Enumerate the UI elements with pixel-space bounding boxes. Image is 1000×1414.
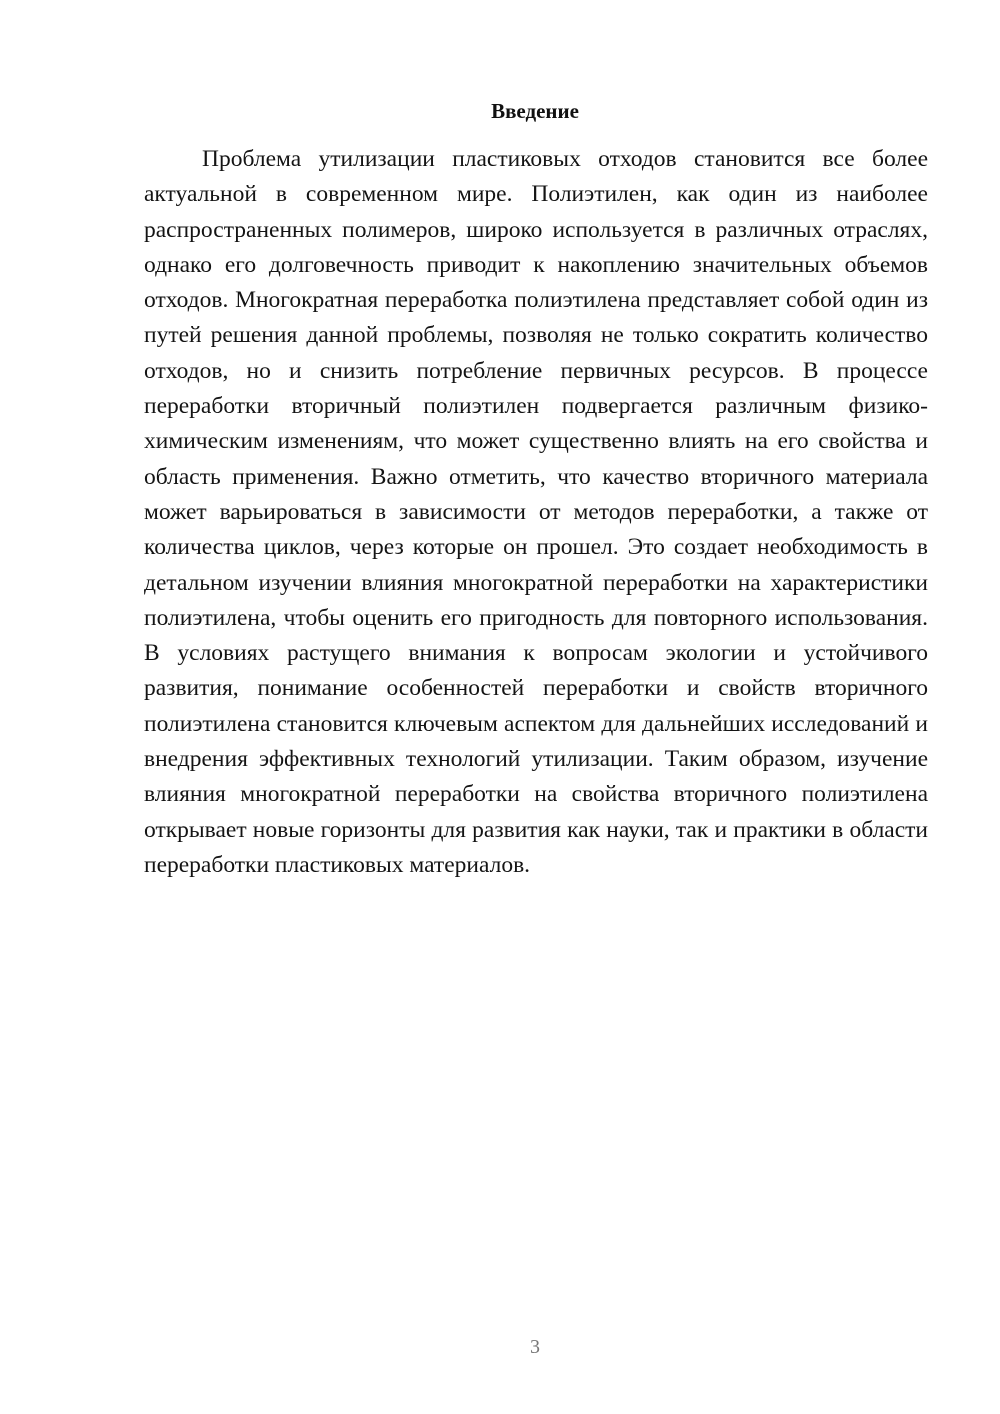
page-number: 3 bbox=[530, 1336, 540, 1358]
body-paragraph: Проблема утилизации пластиковых отходов становится все более актуальной в современном мире. Полиэтилен, как один из наиболее распространенных полимеров, широко используется в различных отраслях, однако его долговечность приводит к накоплению значительных объемов отходов. Многократная переработка полиэтилена представляет собой один из путей решения данной проблемы, позволяя не только сократить количество отходов, но и снизить потребление первичных ресурсов. В процессе переработки вторичный полиэтилен подвергается различным физико-химическим изменениям, что может существенно влиять на его свойства и область применения. Важно отметить, что качество вторичного материала может варьироваться в зависимости от методов переработки, а также от количества циклов, через которые он прошел. Это создает необходимость в детальном изучении влияния многократной переработки на характеристики полиэтилена, чтобы оценить его пригодность для повторного использования. В условиях растущего внимания к вопросам экологии и устойчивого развития, понимание особенностей переработки и свойств вторичного полиэтилена становится ключевым аспектом для дальнейших исследований и внедрения эффективных технологий утилизации. Таким образом, изучение влияния многократной переработки на свойства вторичного полиэтилена открывает новые горизонты для развития как науки, так и практики в области переработки пластиковых материалов. bbox=[144, 146, 928, 878]
section-heading: Введение bbox=[491, 99, 579, 123]
